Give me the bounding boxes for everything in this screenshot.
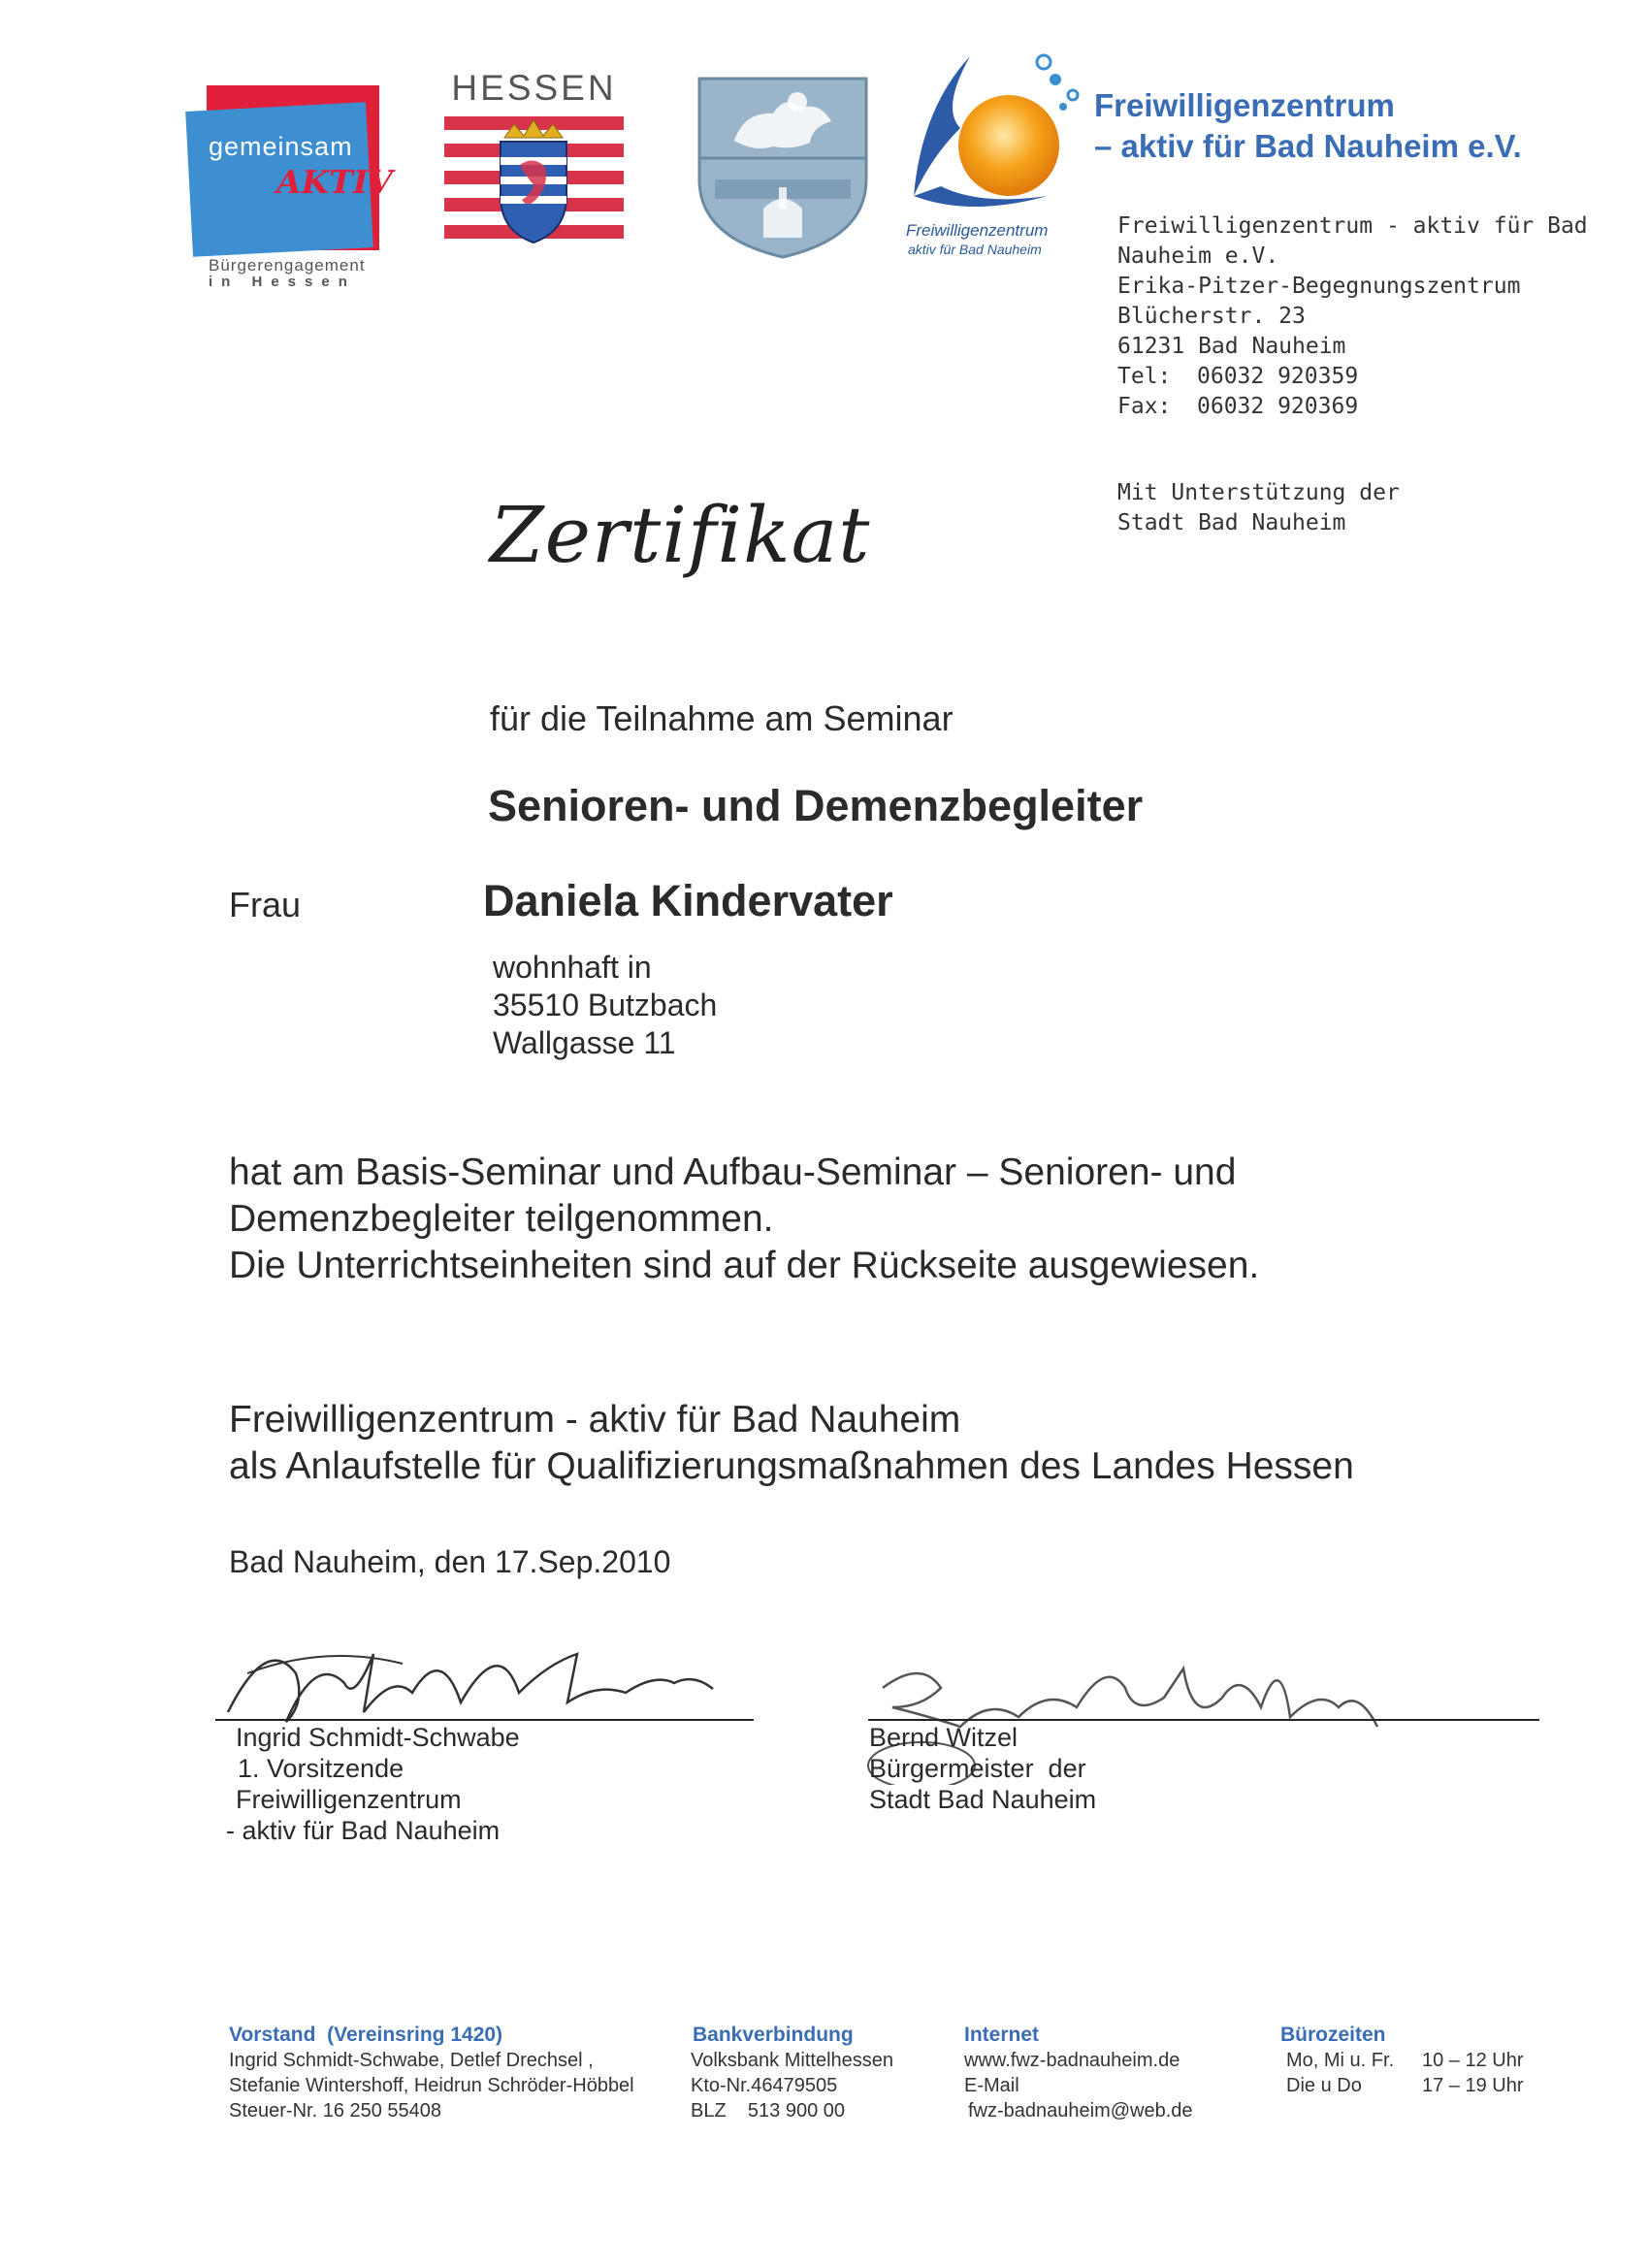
footer-bank <box>691 2023 893 2123</box>
aktiv-logo-subtitle-2: in Hessen <box>209 274 356 290</box>
signatory-1-name: Ingrid Schmidt-Schwabe <box>236 1723 520 1752</box>
footer-bank-line-1: Volksbank Mittelhessen <box>691 2050 894 2071</box>
support-line-2: Stadt Bad Nauheim <box>1117 510 1346 535</box>
freiwilligenzentrum-logo <box>902 50 1086 264</box>
body-line-3: Die Unterrichtseinheiten sind auf der Rückseite ausgewiesen. <box>229 1245 1260 1286</box>
signatory-1-role-3: - aktiv für Bad Nauheim <box>226 1816 501 1845</box>
footer-office-hours <box>1280 2023 1524 2098</box>
residence-block <box>493 949 717 1062</box>
office-hours-row-1-hours: 10 – 12 Uhr <box>1422 2050 1524 2071</box>
salutation: Frau <box>229 885 302 924</box>
hessen-stripes-crest-icon <box>444 116 624 252</box>
footer-internet <box>964 2023 1193 2123</box>
organization-name-line-2: – aktiv für Bad Nauheim e.V. <box>1094 128 1522 164</box>
footer-vorstand-line-1: Ingrid Schmidt-Schwabe, Detlef Drechsel , <box>229 2050 594 2071</box>
fwz-logo-caption-2: aktiv für Bad Nauheim <box>908 242 1042 257</box>
footer-bank-line-2: Kto-Nr.46479505 <box>691 2075 838 2096</box>
fwz-logo-caption-1: Freiwilligenzentrum <box>906 221 1049 240</box>
address-line-3: Erika-Pitzer-Begegnungszentrum <box>1117 274 1521 299</box>
signatory-2-role-1: Bürgermeister der <box>869 1754 1086 1783</box>
institution-statement <box>229 1397 1354 1490</box>
footer-vorstand <box>229 2023 634 2123</box>
footer-internet-heading: Internet <box>964 2024 1040 2046</box>
body-line-1: hat am Basis-Seminar und Aufbau-Seminar – Senioren- und <box>229 1151 1237 1193</box>
aktiv-logo-word-aktiv: AKTIV <box>276 163 393 201</box>
footer-website[interactable]: www.fwz-badnauheim.de <box>964 2050 1180 2071</box>
signatory-2 <box>869 1722 1096 1815</box>
organization-name-line-1: Freiwilligenzentrum <box>1094 87 1395 123</box>
address-block <box>1117 211 1588 422</box>
signature-2-line <box>868 1719 1539 1721</box>
signature-1-handwriting <box>209 1615 752 1732</box>
footer-bank-line-3: BLZ 513 900 00 <box>691 2100 846 2122</box>
support-line-1: Mit Unterstützung der <box>1117 480 1400 505</box>
certificate-body <box>229 1150 1259 1289</box>
bad-nauheim-shield-icon <box>695 73 870 262</box>
address-line-5: 61231 Bad Nauheim <box>1117 334 1346 359</box>
seminar-name: Senioren- und Demenzbegleiter <box>488 781 1144 830</box>
footer-email-label: E-Mail <box>964 2075 1019 2096</box>
signatory-1-role-2: Freiwilligenzentrum <box>236 1785 462 1814</box>
signatory-1 <box>226 1722 520 1846</box>
address-tel <box>1117 362 1588 392</box>
organization-name <box>1094 85 1522 167</box>
body-line-2: Demenzbegleiter teilgenommen. <box>229 1198 774 1240</box>
office-hours-row-1-days: Mo, Mi u. Fr. <box>1286 2050 1395 2071</box>
signatory-2-role-2: Stadt Bad Nauheim <box>869 1785 1097 1814</box>
signatory-1-role-1: 1. Vorsitzende <box>238 1754 404 1783</box>
institution-line-1: Freiwilligenzentrum - aktiv für Bad Nauheim <box>229 1399 961 1441</box>
residence-street: Wallgasse 11 <box>493 1025 676 1060</box>
aktiv-logo-word-gemeinsam: gemeinsam <box>209 132 353 161</box>
tel-label: Tel: <box>1117 364 1172 389</box>
office-hours-row-2-hours: 17 – 19 Uhr <box>1422 2075 1524 2096</box>
footer-office-hours-heading: Bürozeiten <box>1280 2024 1386 2046</box>
fax-number: 06032 920369 <box>1197 394 1359 419</box>
footer-vorstand-heading: Vorstand (Vereinsring 1420) <box>229 2024 503 2046</box>
hessen-logo-word: HESSEN <box>451 68 617 108</box>
hessen-logo <box>444 68 624 252</box>
institution-line-2: als Anlaufstelle für Qualifizierungsmaßnahmen des Landes Hessen <box>229 1445 1354 1487</box>
fax-label: Fax: <box>1117 394 1172 419</box>
gemeinsam-aktiv-logo <box>189 85 393 289</box>
residence-city: 35510 Butzbach <box>493 988 718 1022</box>
tel-number: 06032 920359 <box>1197 364 1359 389</box>
footer-vorstand-line-3: Steuer-Nr. 16 250 55408 <box>229 2100 442 2122</box>
seminar-intro: für die Teilnahme am Seminar <box>490 698 954 738</box>
office-hours-row-2-days: Die u Do <box>1286 2075 1362 2096</box>
address-line-2: Nauheim e.V. <box>1117 243 1279 269</box>
address-line-1: Freiwilligenzentrum - aktiv für Bad <box>1117 213 1588 239</box>
signatory-2-name: Bernd Witzel <box>869 1723 1018 1752</box>
office-hours-row-2 <box>1280 2073 1524 2098</box>
signature-1-line <box>215 1719 754 1721</box>
footer-email[interactable]: fwz-badnauheim@web.de <box>968 2100 1193 2122</box>
address-line-4: Blücherstr. 23 <box>1117 304 1306 329</box>
office-hours-row-1 <box>1280 2048 1524 2073</box>
date-line: Bad Nauheim, den 17.Sep.2010 <box>229 1544 671 1579</box>
freiwilligenzentrum-sun-swoosh-icon <box>902 50 1086 220</box>
participant-name: Daniela Kindervater <box>483 876 893 925</box>
residence-label: wohnhaft in <box>493 950 652 985</box>
address-fax <box>1117 392 1588 422</box>
aktiv-logo-subtitle-1: Bürgerengagement <box>209 256 366 275</box>
footer-vorstand-line-2: Stefanie Wintershoff, Heidrun Schröder-Höbbel <box>229 2075 634 2096</box>
certificate-title: Zertifikat <box>490 490 871 580</box>
footer-bank-heading: Bankverbindung <box>693 2024 854 2046</box>
bad-nauheim-coat-of-arms-logo <box>695 73 870 262</box>
support-note <box>1117 478 1400 538</box>
